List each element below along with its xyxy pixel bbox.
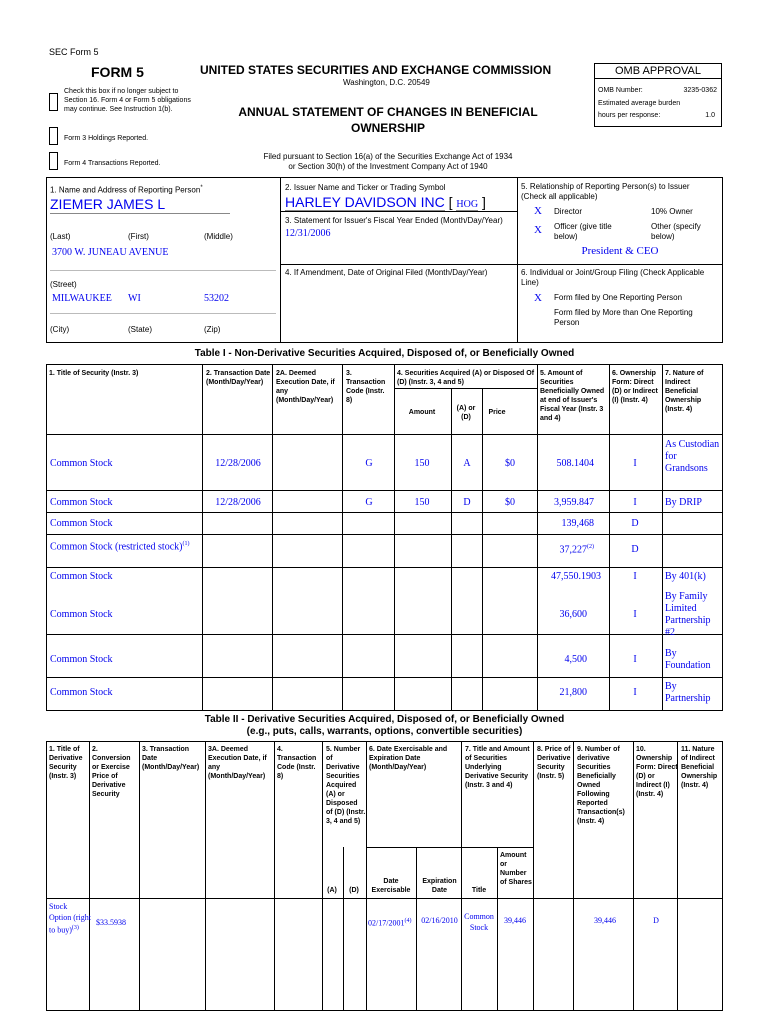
t1-row3-form: D bbox=[631, 544, 639, 555]
t2-h-form: 10. Ownership Form: Direct (D) or Indirect (I) (Instr. 4) bbox=[636, 746, 678, 798]
t1-row0-owned: 508.1404 bbox=[556, 458, 594, 469]
checkbox-no-longer-subject-label: Check this box if no longer subject to Section 16. Form 4 or Form 5 obligations may continue. See Instruction 1(b). bbox=[64, 88, 191, 113]
grid-line bbox=[633, 741, 634, 1010]
table2-subtitle: (e.g., puts, calls, warrants, options, convertible securities) bbox=[246, 726, 523, 737]
director-label: Director bbox=[554, 207, 583, 216]
t1-row4-form: I bbox=[633, 571, 637, 582]
t1-row0-nature: As Custodian for Grandsons bbox=[665, 439, 720, 474]
t2-h-expiration: Expiration Date bbox=[422, 878, 457, 894]
grid-line bbox=[46, 677, 723, 678]
t2-h-owned: 9. Number of derivative Securities Beneficially Owned Following Reported Transaction(s) (Instr. 4) bbox=[577, 746, 625, 825]
ten-percent-label: 10% Owner bbox=[651, 207, 693, 216]
t2-h-conversion: 2. Conversion or Exercise Price of Derivative Security bbox=[92, 746, 131, 798]
t1-row5-title: Common Stock bbox=[50, 609, 113, 620]
t1-row1-form: I bbox=[633, 497, 637, 508]
grid-line bbox=[722, 364, 723, 710]
t1-row5-form: I bbox=[633, 609, 637, 620]
relationship-label: 5. Relationship of Reporting Person(s) to Issuer (Check all applicable) bbox=[521, 182, 690, 201]
t1-row0-ad: A bbox=[463, 458, 471, 469]
grid-line bbox=[573, 741, 574, 1010]
statement-label: 3. Statement for Issuer's Fiscal Year Ended (Month/Day/Year) bbox=[285, 216, 503, 225]
director-mark[interactable]: X bbox=[534, 205, 542, 217]
filing-one-mark[interactable]: X bbox=[534, 292, 542, 304]
t2-row-form: D bbox=[653, 916, 659, 925]
officer-label: Officer (give title below) bbox=[554, 222, 612, 241]
commission-title: UNITED STATES SECURITIES AND EXCHANGE COMMISSION bbox=[200, 63, 552, 77]
grid-line bbox=[46, 710, 723, 711]
t1-row7-title: Common Stock bbox=[50, 687, 113, 698]
t2-h-exercisable: 6. Date Exercisable and Expiration Date (Month/Day/Year) bbox=[369, 746, 448, 771]
t1-row0-price: $0 bbox=[505, 458, 515, 469]
t2-h-deemed: 3A. Deemed Execution Date, if any (Month/Day/Year) bbox=[208, 746, 267, 780]
t2-h-price: 8. Price of Derivative Security (Instr. 5) bbox=[537, 746, 571, 780]
t1-h-owned: 5. Amount of Securities Beneficially Owned at end of Issuer's Fiscal Year (Instr. 3 and 4) bbox=[540, 370, 605, 422]
reporting-person-name[interactable]: ZIEMER JAMES L bbox=[50, 196, 230, 214]
t1-h-price: Price bbox=[488, 409, 506, 416]
form-title: FORM 5 bbox=[91, 64, 144, 80]
middle-label: (Middle) bbox=[204, 232, 233, 241]
location: Washington, D.C. 20549 bbox=[343, 78, 430, 87]
t1-row1-nature: By DRIP bbox=[665, 497, 702, 508]
grid-line bbox=[533, 741, 534, 1010]
omb-burden-label: Estimated average burden bbox=[598, 100, 681, 107]
t1-h-amount: Amount bbox=[408, 409, 436, 416]
t2-row-title: Stock Option (right to buy)$^{(3)}$ bbox=[49, 902, 91, 935]
t1-row1-ad: D bbox=[463, 497, 471, 508]
statement-subtitle: ANNUAL STATEMENT OF CHANGES IN BENEFICIAL OWNERSHIP bbox=[238, 105, 538, 135]
t1-h-acquired: 4. Securities Acquired (A) or Disposed Of (D) (Instr. 3, 4 and 5) bbox=[397, 370, 535, 386]
zip-value: 53202 bbox=[204, 293, 229, 304]
grid-line bbox=[662, 364, 663, 710]
grid-line bbox=[272, 364, 273, 710]
t1-row2-owned: 139,468 bbox=[561, 518, 594, 529]
t1-row4-owned: 47,550.1903 bbox=[551, 571, 601, 582]
omb-number-value: 3235-0362 bbox=[683, 87, 717, 94]
t1-row6-owned: 4,500 bbox=[564, 654, 587, 665]
grid-line bbox=[482, 388, 483, 710]
t1-row0-form: I bbox=[633, 458, 637, 469]
filing-more-label: Form filed by More than One Reporting Person bbox=[554, 308, 693, 327]
grid-line bbox=[89, 741, 90, 1010]
grid-line bbox=[46, 741, 47, 1010]
t1-row0-title: Common Stock bbox=[50, 458, 113, 469]
table1-title: Table I - Non-Derivative Securities Acquired, Disposed of, or Beneficially Owned bbox=[194, 348, 575, 359]
t2-row-exercisable: 02/17/2001$^{(4)}$ bbox=[368, 918, 412, 928]
city-label: (City) bbox=[50, 325, 70, 334]
checkbox-form4-transactions[interactable] bbox=[49, 152, 58, 170]
t1-row1-price: $0 bbox=[505, 497, 515, 508]
grid-line bbox=[46, 364, 47, 710]
t2-h-number: 5. Number of Derivative Securities Acquired (A) or Disposed of (D) (Instr. 3, 4 and 5) bbox=[326, 746, 366, 825]
last-label: (Last) bbox=[50, 232, 71, 241]
grid-line bbox=[342, 364, 343, 710]
t2-row-owned: 39,446 bbox=[594, 916, 616, 925]
grid-line bbox=[46, 534, 723, 535]
t1-h-ad: (A) or (D) bbox=[456, 405, 476, 421]
t1-h-nature: 7. Nature of Indirect Beneficial Ownership (Instr. 4) bbox=[665, 370, 704, 413]
fiscal-year-value: 12/31/2006 bbox=[285, 228, 331, 239]
t2-h-underlying: 7. Title and Amount of Securities Underlying Derivative Security (Instr. 3 and 4) bbox=[465, 746, 530, 789]
t2-h-title: 1. Title of Derivative Security (Instr. 3) bbox=[49, 746, 83, 780]
grid-line bbox=[139, 741, 140, 1010]
t2-h-a: (A) bbox=[327, 887, 337, 894]
t1-row1-date: 12/28/2006 bbox=[215, 497, 261, 508]
grid-line bbox=[46, 490, 723, 491]
grid-line bbox=[722, 741, 723, 1010]
grid-line bbox=[461, 741, 462, 1010]
issuer-name[interactable]: HARLEY DAVIDSON INC bbox=[285, 194, 445, 210]
grid-line bbox=[497, 847, 498, 1010]
t1-row1-title: Common Stock bbox=[50, 497, 113, 508]
state-label: (State) bbox=[128, 325, 153, 334]
t2-row-expiration: 02/16/2010 bbox=[421, 916, 458, 925]
t1-row6-nature: By Foundation bbox=[665, 648, 711, 671]
checkbox-form4-label: Form 4 Transactions Reported. bbox=[64, 160, 161, 167]
t1-h-title: 1. Title of Security (Instr. 3) bbox=[49, 370, 139, 377]
city-value: MILWAUKEE bbox=[52, 293, 112, 304]
t1-row4-nature: By 401(k) bbox=[665, 571, 706, 582]
t1-row2-form: D bbox=[631, 518, 639, 529]
checkbox-form3-label: Form 3 Holdings Reported. bbox=[64, 135, 149, 142]
t1-row0-code: G bbox=[365, 458, 373, 469]
officer-title: President & CEO bbox=[581, 245, 659, 257]
grid-line bbox=[322, 741, 323, 1010]
t2-row-amount: 39,446 bbox=[504, 916, 526, 925]
t2-h-d: (D) bbox=[349, 887, 359, 894]
t1-row0-date: 12/28/2006 bbox=[215, 458, 261, 469]
t2-h-underlying-amount: Amount or Number of Shares bbox=[500, 852, 532, 886]
t1-row6-title: Common Stock bbox=[50, 654, 113, 665]
grid-line bbox=[366, 741, 367, 1010]
omb-approval-box bbox=[594, 63, 722, 127]
filed-pursuant-2: or Section 30(h) of the Investment Company Act of 1940 bbox=[288, 162, 488, 171]
t2-row-underlying: Common Stock bbox=[464, 912, 494, 932]
grid-line bbox=[451, 388, 452, 710]
t1-row7-nature: By Partnership bbox=[665, 681, 711, 704]
t1-row5-owned: 36,600 bbox=[559, 609, 587, 620]
t1-row1-owned: 3,959.847 bbox=[554, 497, 594, 508]
t1-row0-amount: 150 bbox=[414, 458, 430, 469]
grid-line bbox=[46, 567, 723, 568]
t2-h-date-exercisable: Date Exercisable bbox=[371, 878, 411, 894]
omb-title: OMB APPROVAL bbox=[595, 64, 721, 79]
filed-pursuant-1: Filed pursuant to Section 16(a) of the Securities Exchange Act of 1934 bbox=[263, 152, 513, 161]
t1-row4-title: Common Stock bbox=[50, 571, 113, 582]
t2-h-date: 3. Transaction Date (Month/Day/Year) bbox=[142, 746, 200, 771]
t1-h-date: 2. Transaction Date (Month/Day/Year) bbox=[206, 370, 271, 386]
t1-h-code: 3. Transaction Code (Instr. 8) bbox=[346, 370, 386, 404]
amendment-label: 4. If Amendment, Date of Original Filed (Month/Day/Year) bbox=[285, 268, 488, 277]
t1-row1-code: G bbox=[365, 497, 373, 508]
grid-line bbox=[46, 634, 723, 635]
first-label: (First) bbox=[128, 232, 149, 241]
t1-h-deemed: 2A. Deemed Execution Date, if any (Month/Day/Year) bbox=[276, 370, 335, 404]
t2-h-underlying-title: Title bbox=[471, 887, 487, 894]
grid-line bbox=[416, 847, 417, 1010]
omb-number-label: OMB Number: bbox=[598, 87, 643, 94]
t1-row7-form: I bbox=[633, 687, 637, 698]
grid-line bbox=[202, 364, 203, 710]
sec-form-label: SEC Form 5 bbox=[49, 47, 99, 57]
grid-line bbox=[46, 1010, 723, 1011]
street-value: 3700 W. JUNEAU AVENUE bbox=[52, 247, 169, 258]
t2-h-nature: 11. Nature of Indirect Beneficial Ownership (Instr. 4) bbox=[681, 746, 718, 789]
checkbox-no-longer-subject[interactable] bbox=[49, 93, 58, 111]
t2-row-price: $33.5938 bbox=[96, 918, 126, 927]
state-value: WI bbox=[128, 293, 141, 304]
grid-line bbox=[205, 741, 206, 1010]
filing-one-label: Form filed by One Reporting Person bbox=[554, 293, 683, 302]
t1-row6-form: I bbox=[633, 654, 637, 665]
grid-line bbox=[46, 512, 723, 513]
grid-line bbox=[274, 741, 275, 1010]
t1-row3-title: Common Stock (restricted stock)$^{(1)}$ bbox=[50, 541, 190, 553]
t1-h-form: 6. Ownership Form: Direct (D) or Indirect (I) (Instr. 4) bbox=[612, 370, 658, 404]
issuer-name-ticker[interactable]: HARLEY DAVIDSON INC [ HOG ] bbox=[285, 194, 486, 210]
t1-row5-nature: By Family Limited Partnership #2 bbox=[665, 591, 711, 638]
reporting-person-label: 1. Name and Address of Reporting Person* bbox=[50, 185, 203, 195]
issuer-ticker[interactable]: HOG bbox=[456, 199, 479, 210]
zip-label: (Zip) bbox=[204, 325, 221, 334]
issuer-label: 2. Issuer Name and Ticker or Trading Symbol bbox=[285, 183, 446, 192]
table2-title: Table II - Derivative Securities Acquired, Disposed of, or Beneficially Owned bbox=[204, 714, 565, 725]
t1-row1-amount: 150 bbox=[414, 497, 430, 508]
street-label: (Street) bbox=[50, 280, 77, 289]
grid-line bbox=[343, 847, 344, 1010]
filing-label: 6. Individual or Joint/Group Filing (Check Applicable Line) bbox=[521, 268, 705, 287]
omb-hours-value: 1.0 bbox=[705, 112, 715, 119]
other-label: Other (specify below) bbox=[651, 222, 701, 241]
checkbox-form3-holdings[interactable] bbox=[49, 127, 58, 145]
t1-row7-owned: 21,800 bbox=[559, 687, 587, 698]
t1-row3-owned: 37,227$^{(2)}$ bbox=[559, 544, 594, 556]
omb-hours-label: hours per response: bbox=[598, 112, 661, 119]
t2-h-code: 4. Transaction Code (Instr. 8) bbox=[277, 746, 317, 780]
officer-mark[interactable]: X bbox=[534, 224, 542, 236]
t1-row2-title: Common Stock bbox=[50, 518, 113, 529]
